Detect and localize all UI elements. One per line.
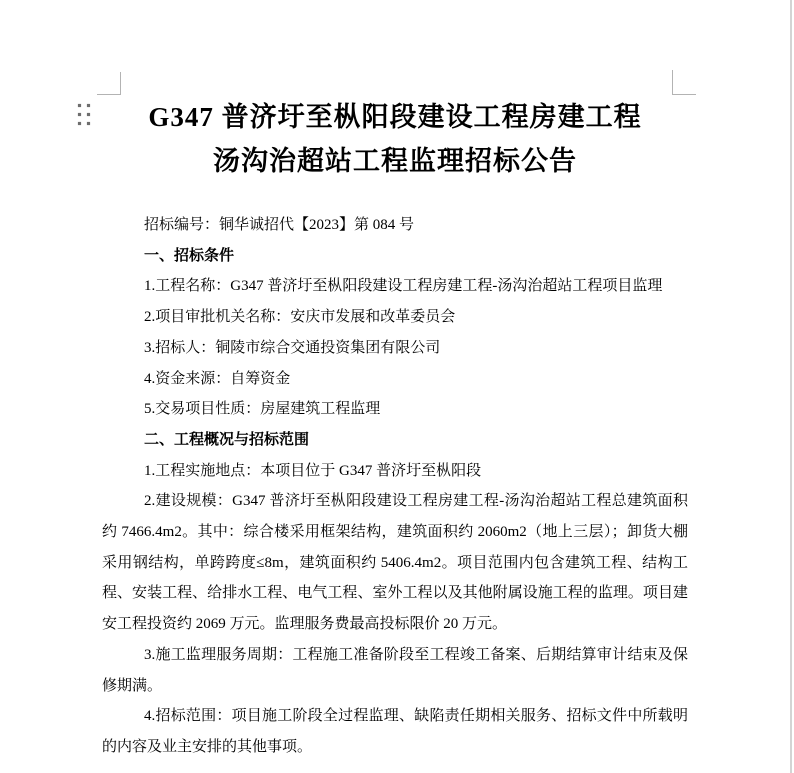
page-right-edge bbox=[790, 0, 792, 773]
section-heading-1: 一、招标条件 bbox=[144, 247, 235, 264]
item-tender-scope: 4.招标范围：项目施工阶段全过程监理、缺陷责任期相关服务、招标文件中所载明的内容及业主安排的其他事项。 bbox=[102, 708, 688, 755]
item-funding-source: 4.资金来源：自筹资金 bbox=[144, 370, 291, 387]
document-text-area[interactable] bbox=[102, 95, 688, 763]
drag-handle-icon[interactable] bbox=[78, 104, 90, 125]
title-line-2: 汤沟治超站工程监理招标公告 bbox=[213, 146, 577, 176]
item-project-nature: 5.交易项目性质：房屋建筑工程监理 bbox=[144, 401, 381, 418]
item-project-name: 1.工程名称：G347 普济圩至枞阳段建设工程房建工程-汤沟治超站工程项目监理 bbox=[144, 278, 663, 295]
item-approval-authority: 2.项目审批机关名称：安庆市发展和改革委员会 bbox=[144, 309, 456, 326]
item-construction-scale: 2.建设规模：G347 普济圩至枞阳段建设工程房建工程-汤沟治超站工程总建筑面积约 7466.4m2。其中：综合楼采用框架结构，建筑面积约 2060m2（地上三层）；卸货大棚采用钢结构，单跨跨度≤8m，建筑面积约 5406.4m2。项目范围内包含建筑工程、结构工程、安装工程、给排水工程、电气工程、室外工程以及其他附属设施工程的监理。项目建安工程投资约 2069 万元。监理服务费最高投标限价 20 万元。 bbox=[102, 493, 688, 633]
text-boundary-mark-top-right bbox=[672, 70, 696, 95]
document-title bbox=[102, 95, 688, 183]
title-line-1: G347 普济圩至枞阳段建设工程房建工程 bbox=[148, 102, 642, 132]
text-boundary-mark-top-left bbox=[97, 72, 121, 95]
item-tenderer: 3.招标人：铜陵市综合交通投资集团有限公司 bbox=[144, 339, 441, 356]
section-heading-2: 二、工程概况与招标范围 bbox=[144, 431, 310, 448]
item-project-location: 1.工程实施地点：本项目位于 G347 普济圩至枞阳段 bbox=[144, 462, 482, 479]
item-supervision-period: 3.施工监理服务周期：工程施工准备阶段至工程竣工备案、后期结算审计结束及保修期满。 bbox=[102, 646, 688, 694]
tender-number-line: 招标编号：铜华诚招代【2023】第 084 号 bbox=[144, 217, 415, 233]
document-body bbox=[102, 210, 688, 763]
